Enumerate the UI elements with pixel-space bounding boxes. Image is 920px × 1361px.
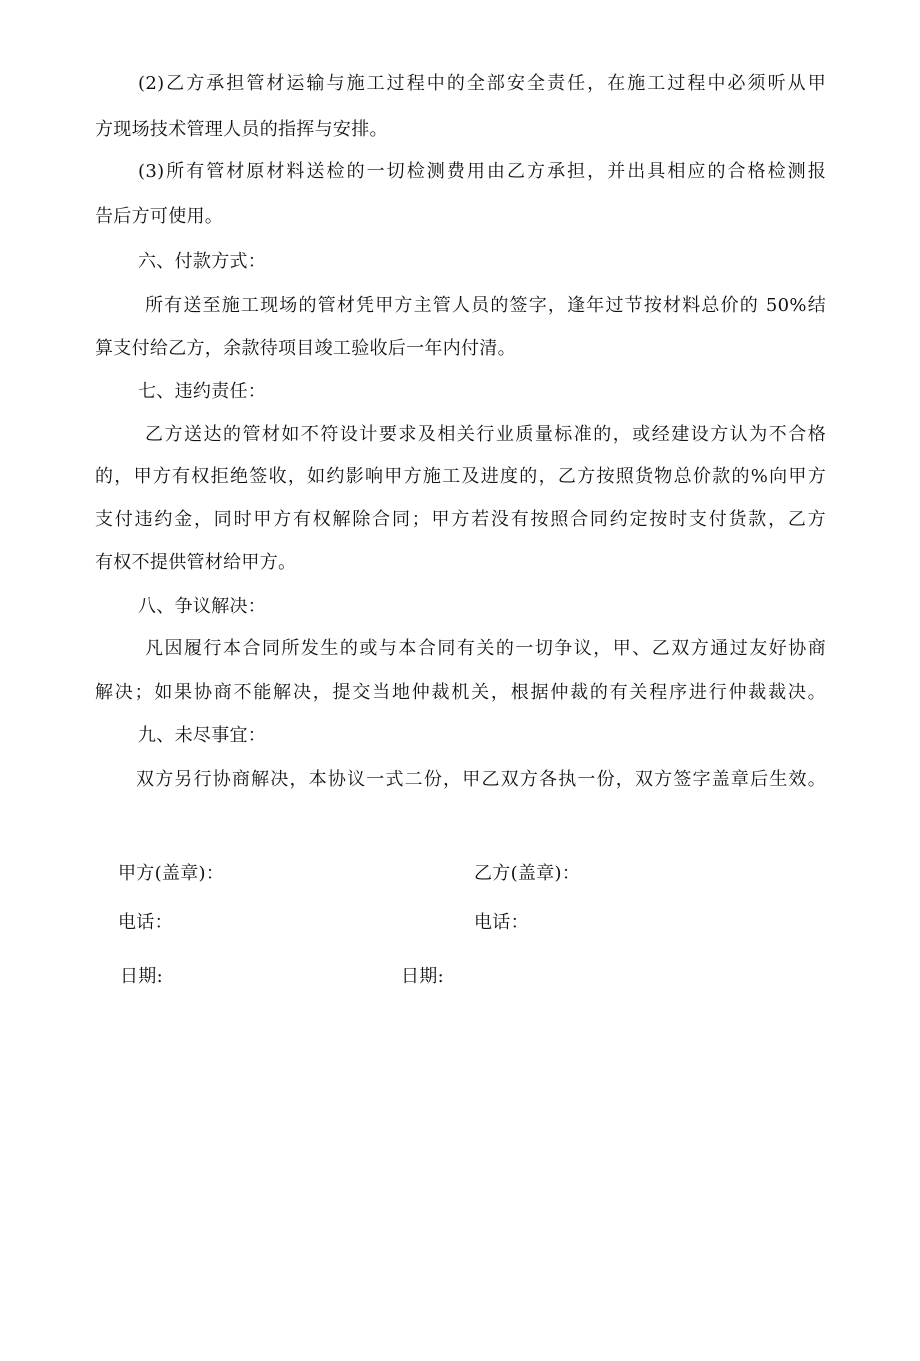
liability-line-2: 的，甲方有权拒绝签收，如约影响甲方施工及进度的，乙方按照货物总价款的%向甲方 <box>95 466 826 487</box>
payment-line-2: 算支付给乙方，余款待项目竣工验收后一年内付清。 <box>95 338 516 359</box>
party-a-phone-label: 电话： <box>118 912 173 933</box>
dispute-line-1: 凡因履行本合同所发生的或与本合同有关的一切争议，甲、乙双方通过友好协商 <box>145 638 826 659</box>
section-heading-payment: 六、付款方式： <box>138 251 267 272</box>
liability-line-3: 支付违约金，同时甲方有权解除合同；甲方若没有按照合同约定按时支付货款，乙方 <box>95 509 826 530</box>
section-heading-dispute: 八、争议解决： <box>138 596 267 617</box>
party-b-seal-label: 乙方(盖章)： <box>474 863 581 884</box>
other-line-1: 双方另行协商解决，本协议一式二份，甲乙双方各执一份，双方签字盖章后生效。 <box>136 769 826 790</box>
section-heading-liability: 七、违约责任： <box>138 381 267 402</box>
clause-3-line-2: 告后方可使用。 <box>95 206 224 227</box>
liability-line-4: 有权不提供管材给甲方。 <box>95 552 297 573</box>
party-a-date-label: 日期: <box>120 966 163 987</box>
clause-2-line-2: 方现场技术管理人员的指挥与安排。 <box>95 119 388 140</box>
section-heading-other: 九、未尽事宜： <box>138 725 267 746</box>
payment-line-1: 所有送至施工现场的管材凭甲方主管人员的签字，逢年过节按材料总价的 50%结 <box>145 295 826 316</box>
clause-2-line-1: (2)乙方承担管材运输与施工过程中的全部安全责任，在施工过程中必须听从甲 <box>138 73 826 94</box>
clause-3-line-1: (3)所有管材原材料送检的一切检测费用由乙方承担，并出具相应的合格检测报 <box>138 161 826 182</box>
party-b-phone-label: 电话： <box>474 912 529 933</box>
party-a-seal-label: 甲方(盖章)： <box>118 863 225 884</box>
dispute-line-2: 解决；如果协商不能解决，提交当地仲裁机关，根据仲裁的有关程序进行仲裁裁决。 <box>95 682 826 703</box>
party-b-date-label: 日期: <box>401 966 444 987</box>
liability-line-1: 乙方送达的管材如不符设计要求及相关行业质量标准的，或经建设方认为不合格 <box>145 424 826 445</box>
